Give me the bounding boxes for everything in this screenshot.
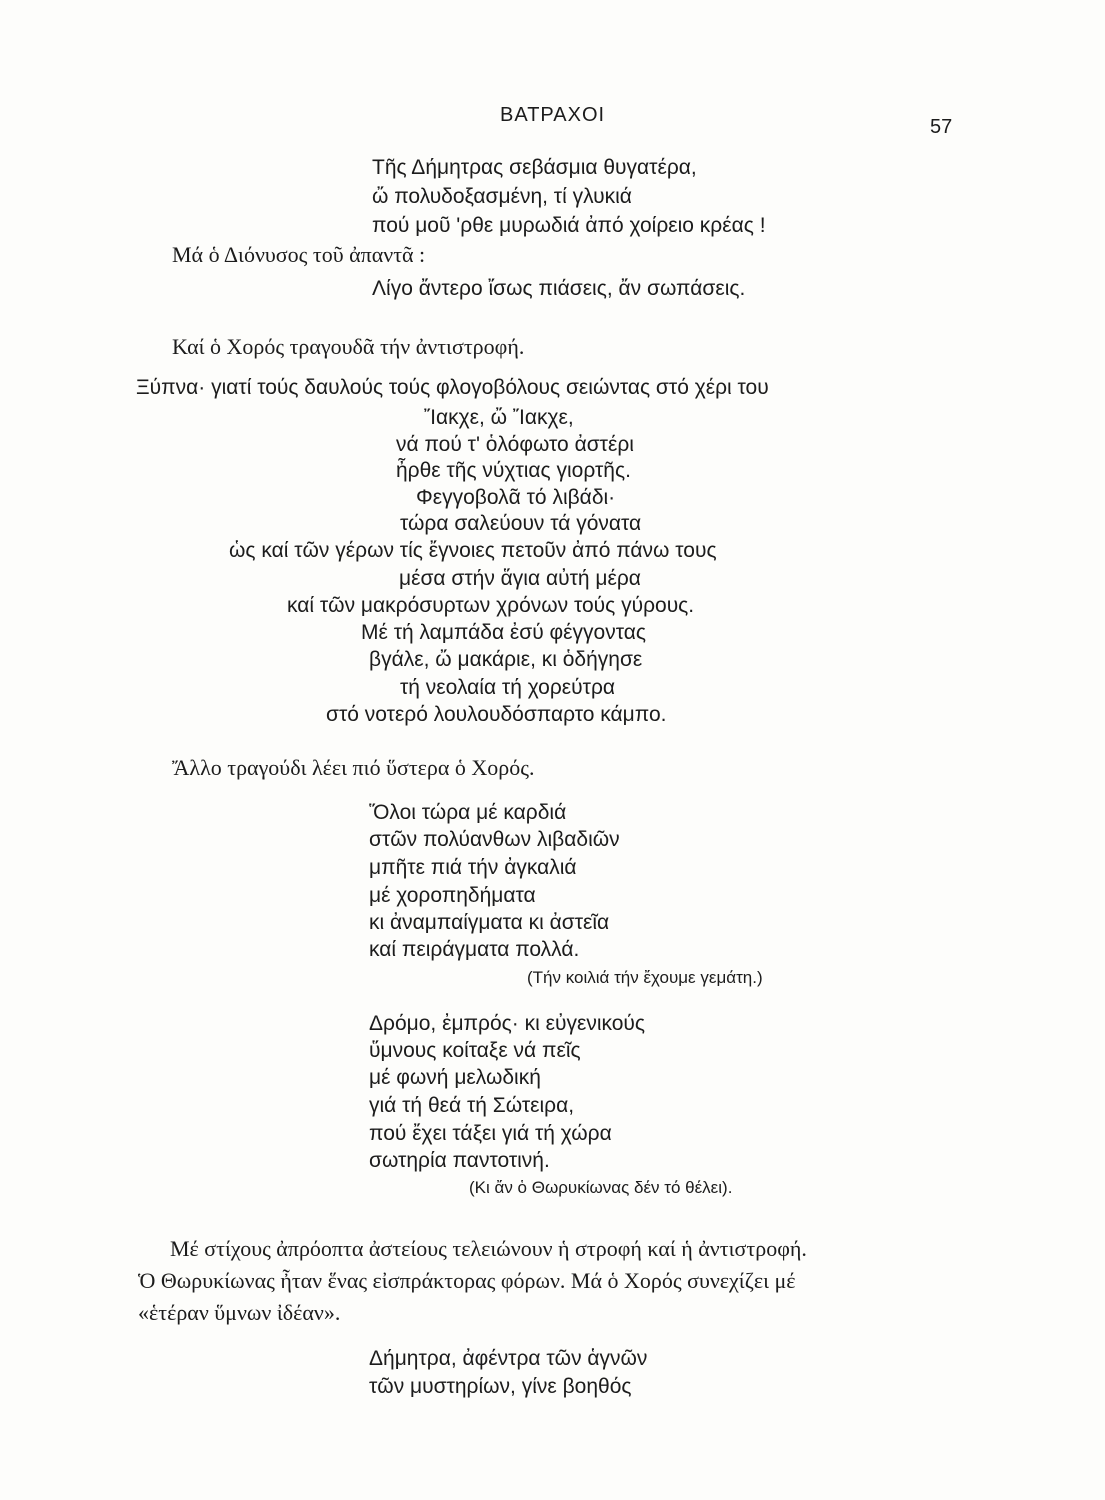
verse-line: τῶν μυστηρίων, γίνε βοηθός <box>369 1375 632 1398</box>
verse-line: Μέ τή λαμπάδα ἐσύ φέγγοντας <box>361 621 646 644</box>
verse-line: Τῆς Δήμητρας σεβάσμια θυγατέρα, <box>372 156 697 179</box>
verse-line: μέ χοροπηδήματα <box>369 884 536 907</box>
verse-line: τώρα σαλεύουν τά γόνατα <box>400 512 642 535</box>
aside-note: (Τήν κοιλιά τήν ἔχουμε γεμάτη.) <box>527 968 763 987</box>
prose-line: Ἄλλο τραγούδι λέει πιό ὕστερα ὁ Χορός. <box>172 755 535 780</box>
verse-line: καί πειράγματα πολλά. <box>369 938 580 961</box>
verse-line: μέ φωνή μελωδική <box>369 1066 541 1089</box>
verse-line: γιά τή θεά τή Σώτειρα, <box>369 1094 575 1117</box>
running-header: ΒΑΤΡΑΧΟΙ <box>500 104 606 126</box>
verse-line: καί τῶν μακρόσυρτων χρόνων τούς γύρους. <box>287 594 695 617</box>
page-number: 57 <box>930 116 953 138</box>
verse-line: Ἴακχε, ὤ Ἴακχε, <box>424 406 574 429</box>
verse-line: Δήμητρα, ἀφέντρα τῶν ἁγνῶν <box>369 1347 648 1370</box>
verse-line: σωτηρία παντοτινή. <box>369 1149 550 1172</box>
verse-line: Ὅλοι τώρα μέ καρδιά <box>369 801 567 824</box>
verse-line: βγάλε, ὤ μακάριε, κι ὁδήγησε <box>369 648 643 671</box>
verse-line: πού ἔχει τάξει γιά τή χώρα <box>369 1122 612 1145</box>
aside-note: (Κι ἄν ὁ Θωρυκίωνας δέν τό θέλει). <box>469 1178 733 1197</box>
verse-line: μπῆτε πιά τήν ἀγκαλιά <box>369 856 577 879</box>
verse-line: τή νεολαία τή χορεύτρα <box>400 676 616 699</box>
verse-line: ὡς καί τῶν γέρων τίς ἔγνοιες πετοῦν ἀπό πάνω τους <box>229 539 717 562</box>
verse-line: στῶν πολύανθων λιβαδιῶν <box>369 828 620 851</box>
verse-line: μέσα στήν ἅγια αὐτή μέρα <box>399 567 641 590</box>
verse-line: πού μοῦ 'ρθε μυρωδιά ἀπό χοίρειο κρέας ! <box>372 214 766 237</box>
prose-line: «ἑτέραν ὕμνων ἰδέαν». <box>138 1300 341 1325</box>
verse-line: ὕμνους κοίταξε νά πεῖς <box>369 1039 581 1062</box>
verse-line: νά πού τ' ὁλόφωτο ἀστέρι <box>396 433 634 456</box>
verse-line: ἦρθε τῆς νύχτιας γιορτῆς. <box>396 459 631 482</box>
verse-line: ὤ πολυδοξασμένη, τί γλυκιά <box>372 185 632 208</box>
prose-line: Μέ στίχους ἀπρόοπτα ἀστείους τελειώνουν ἡ στροφή καί ἡ ἀντιστροφή. <box>170 1236 807 1261</box>
verse-line: Ξύπνα· γιατί τούς δαυλούς τούς φλογοβόλους σειώντας στό χέρι του <box>136 376 769 399</box>
verse-line: Λίγο ἄντερο ἴσως πιάσεις, ἄν σωπάσεις. <box>372 277 746 300</box>
verse-line: στό νοτερό λουλουδόσπαρτο κάμπο. <box>326 703 667 726</box>
prose-line: Μά ὁ Διόνυσος τοῦ ἀπαντᾶ : <box>172 242 426 267</box>
verse-line: Δρόμο, ἐμπρός· κι εὐγενικούς <box>369 1012 646 1035</box>
verse-line: κι ἀναμπαίγματα κι ἀστεῖα <box>369 911 610 934</box>
prose-line: Καί ὁ Χορός τραγουδᾶ τήν ἀντιστροφή. <box>172 334 525 359</box>
prose-line: Ὁ Θωρυκίωνας ἦταν ἕνας εἰσπράκτορας φόρων. Μά ὁ Χορός συνεχίζει μέ <box>138 1268 796 1293</box>
verse-line: Φεγγοβολᾶ τό λιβάδι· <box>416 486 616 509</box>
